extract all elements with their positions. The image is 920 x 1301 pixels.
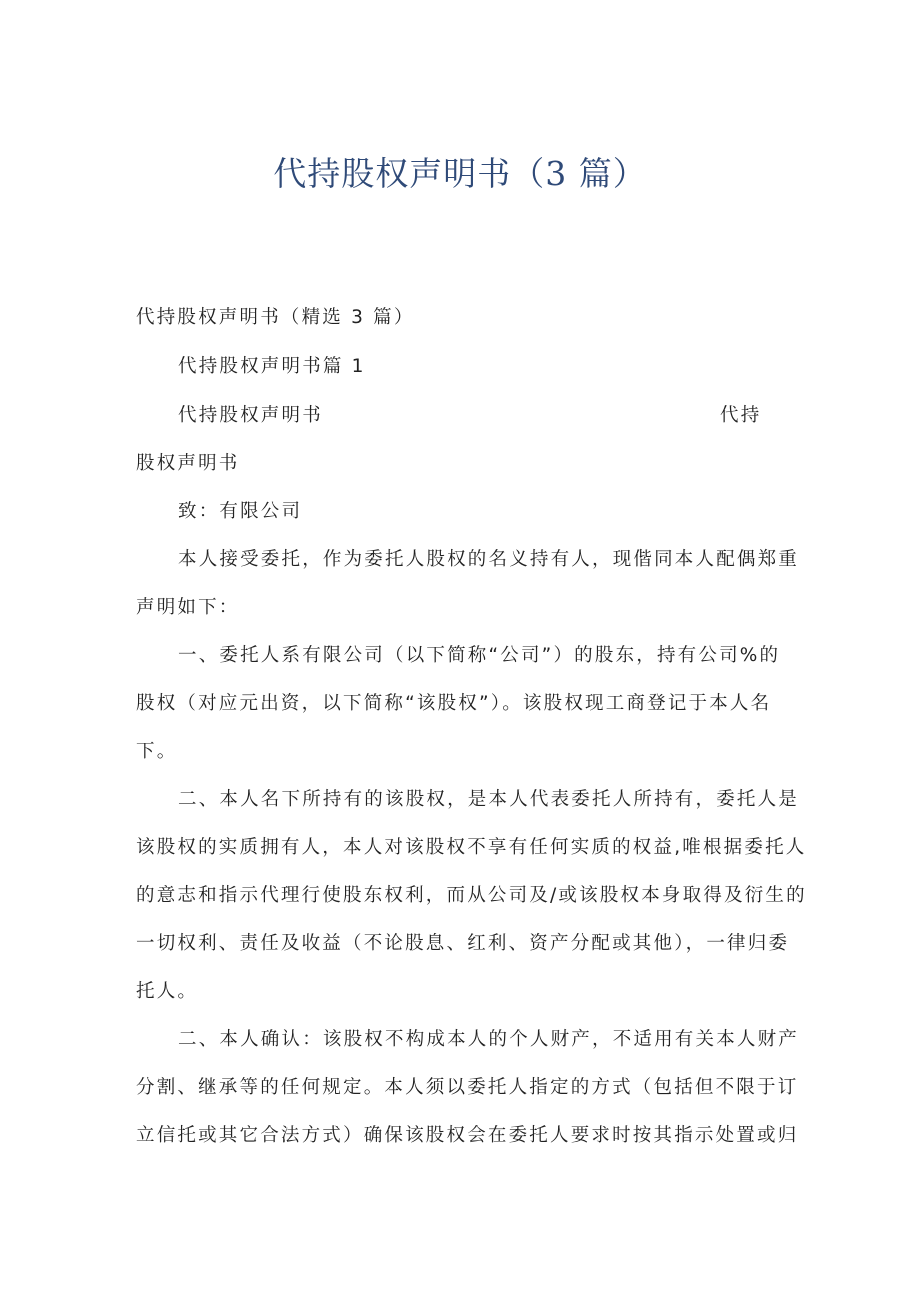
paragraph-line: 二、本人名下所持有的该股权，是本人代表委托人所持有，委托人是 (178, 789, 800, 810)
addressee-line: 致：有限公司 (178, 501, 303, 522)
heading-line: 代持股权声明书 (178, 405, 323, 426)
paragraph-line: 托人。 (136, 981, 199, 1002)
heading-line-continuation: 代持 (720, 405, 762, 426)
paragraph-line: 下。 (136, 741, 178, 762)
heading-line-wrap: 股权声明书 (136, 453, 240, 474)
paragraph-line: 声明如下： (136, 597, 240, 618)
paragraph-line: 该股权的实质拥有人，本人对该股权不享有任何实质的权益,唯根据委托人 (136, 837, 807, 858)
subtitle-line: 代持股权声明书（精选 3 篇） (136, 307, 415, 328)
section-heading: 代持股权声明书篇 1 (178, 356, 366, 377)
paragraph-line: 分割、继承等的任何规定。本人须以委托人指定的方式（包括但不限于订 (136, 1077, 799, 1098)
paragraph-line: 本人接受委托，作为委托人股权的名义持有人，现偕同本人配偶郑重 (178, 549, 800, 570)
paragraph-line: 立信托或其它合法方式）确保该股权会在委托人要求时按其指示处置或归 (136, 1125, 799, 1146)
paragraph-line: 一切权利、责任及收益（不论股息、红利、资产分配或其他），一律归委 (136, 933, 790, 954)
paragraph-line: 的意志和指示代理行使股东权利，而从公司及/或该股权本身取得及衍生的 (136, 885, 807, 906)
document-title: 代持股权声明书（3 篇） (273, 154, 647, 193)
paragraph-line: 一、委托人系有限公司（以下简称“公司”）的股东，持有公司%的 (178, 645, 781, 666)
paragraph-line: 股权（对应元出资，以下简称“该股权”）。该股权现工商登记于本人名 (136, 693, 772, 714)
paragraph-line: 二、本人确认：该股权不构成本人的个人财产，不适用有关本人财产 (178, 1029, 800, 1050)
